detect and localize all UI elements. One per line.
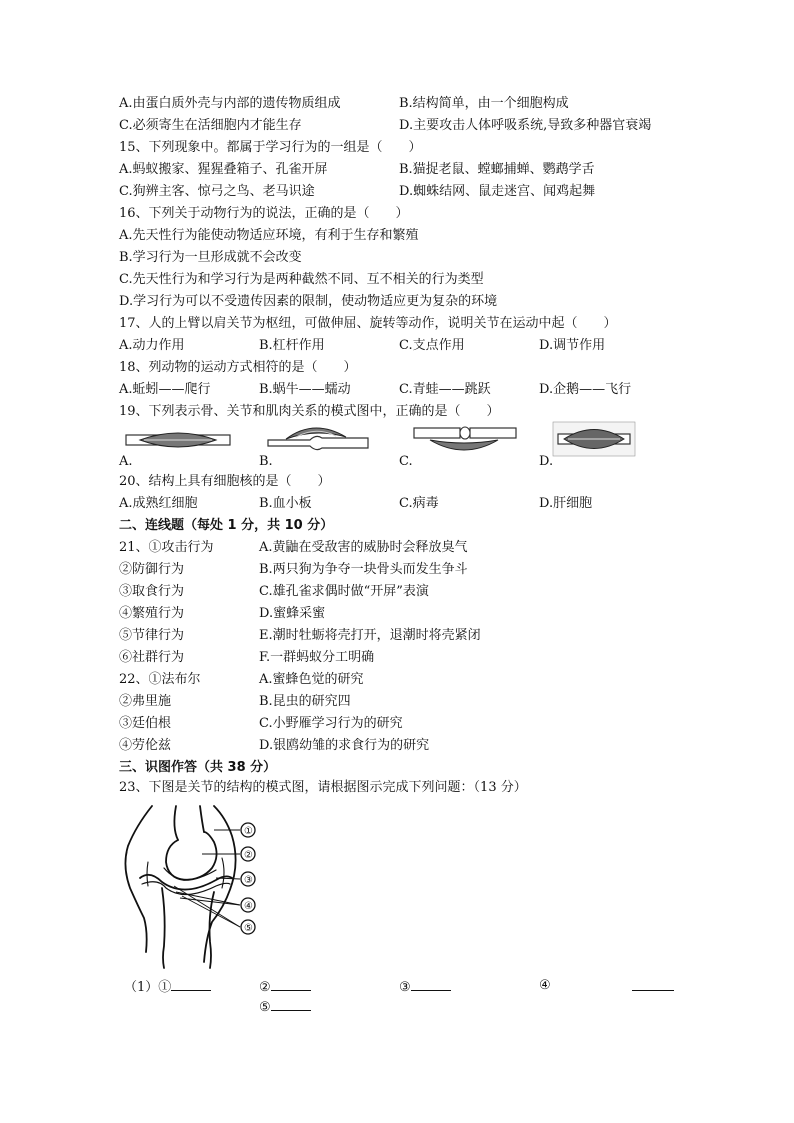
q18-option-b: B.蜗牛——蠕动	[259, 382, 351, 397]
q16-option-b: B.学习行为一旦形成就不会改变	[119, 250, 302, 265]
q21-right-item: A.黄鼬在受敌害的威胁时会释放臭气	[259, 540, 468, 555]
q19-option-b: B.	[259, 454, 273, 469]
q23-answer-5	[259, 998, 311, 1016]
q19-figure-b	[266, 420, 370, 456]
q22-right-item: A.蜜蜂色觉的研究	[259, 672, 364, 687]
q22-left-item: ③廷伯根	[119, 716, 172, 731]
diagram-label: ①	[244, 826, 253, 837]
q14-option-d: D.主要攻击人体呼吸系统,导致多种器官衰竭	[399, 118, 652, 133]
q14-option-c: C.必须寄生在活细胞内才能生存	[119, 118, 302, 133]
q22-right-item: C.小野雁学习行为的研究	[259, 716, 403, 731]
q17-option-a: A.动力作用	[119, 338, 185, 353]
q16-option-c: C.先天性行为和学习行为是两种截然不同、互不相关的行为类型	[119, 272, 484, 287]
q21-left-item: ⑤节律行为	[119, 628, 185, 643]
q22-right-item: B.昆虫的研究四	[259, 694, 351, 709]
joint-structure-diagram	[118, 806, 268, 968]
q17-option-c: C.支点作用	[399, 338, 465, 353]
q20-option-a: A.成熟红细胞	[119, 496, 198, 511]
q15-option-d: D.蜘蛛结网、鼠走迷宫、闻鸡起舞	[399, 184, 596, 199]
q23-stem: 23、下图是关节的结构的模式图，请根据图示完成下列问题：（13 分）	[119, 780, 527, 795]
q20-stem: 20、结构上具有细胞核的是（ ）	[119, 474, 331, 489]
q23-answer-2	[259, 978, 311, 996]
q23-answer-label: ②	[259, 980, 271, 995]
diagram-label: ⑤	[244, 923, 253, 934]
q21-right-item: F.一群蚂蚁分工明确	[259, 650, 375, 665]
q21-right-item: C.雄孔雀求偶时做“开屏”表演	[259, 584, 429, 599]
q14-option-b: B.结构简单，由一个细胞构成	[399, 96, 569, 111]
q22-left-item: ②弗里施	[119, 694, 172, 709]
q23-answer-3	[399, 978, 451, 996]
diagram-label: ③	[244, 875, 253, 886]
q17-option-b: B.杠杆作用	[259, 338, 325, 353]
q21-right-item: D.蜜蜂采蜜	[259, 606, 326, 621]
q23-answer-4	[539, 978, 551, 994]
q18-option-d: D.企鹅——飞行	[539, 382, 632, 397]
q16-option-a: A.先天性行为能使动物适应环境，有利于生存和繁殖	[119, 228, 419, 243]
q17-option-d: D.调节作用	[539, 338, 606, 353]
q19-figure-d	[552, 418, 636, 460]
q21-left-item: ③取食行为	[119, 584, 185, 599]
diagram-label: ④	[244, 901, 253, 912]
q18-option-a: A.蚯蚓——爬行	[119, 382, 211, 397]
q19-stem: 19、下列表示骨、关节和肌肉关系的模式图中，正确的是（ ）	[119, 404, 500, 419]
q17-stem: 17、人的上臂以肩关节为枢纽，可做伸屈、旋转等动作，说明关节在运动中起（ ）	[119, 316, 617, 331]
q23-answer-4-blank	[632, 978, 674, 996]
q23-answer-label: ④	[539, 978, 551, 993]
q19-figure-c	[412, 420, 518, 456]
q19-option-a: A.	[119, 454, 133, 469]
q18-option-c: C.青蛙——跳跃	[399, 382, 491, 397]
q21-right-item: E.潮时牡蛎将壳打开，退潮时将壳紧闭	[259, 628, 481, 643]
q19-figure-a	[124, 424, 232, 458]
q15-option-a: A.蚂蚁搬家、猩猩叠箱子、孔雀开屏	[119, 162, 328, 177]
q16-option-d: D.学习行为可以不受遗传因素的限制，使动物适应更为复杂的环境	[119, 294, 498, 309]
answer-blank[interactable]	[271, 978, 311, 991]
q22-left-item: 22、①法布尔	[119, 672, 201, 687]
q20-option-d: D.肝细胞	[539, 496, 593, 511]
q15-option-b: B.猫捉老鼠、螳螂捕蝉、鹦鹉学舌	[399, 162, 595, 177]
answer-blank[interactable]	[632, 978, 674, 991]
q15-option-c: C.狗辨主客、惊弓之鸟、老马识途	[119, 184, 315, 199]
q23-answer-prefix: （1）①	[124, 980, 172, 995]
q23-answer-label: ⑤	[259, 1000, 271, 1015]
diagram-label: ②	[244, 850, 253, 861]
answer-blank[interactable]	[271, 998, 311, 1011]
q21-left-item: 21、①攻击行为	[119, 540, 214, 555]
q20-option-b: B.血小板	[259, 496, 312, 511]
q21-left-item: ⑥社群行为	[119, 650, 185, 665]
q18-stem: 18、列动物的运动方式相符的是（ ）	[119, 360, 357, 375]
q15-stem: 15、下列现象中。都属于学习行为的一组是（ ）	[119, 140, 422, 155]
q16-stem: 16、下列关于动物行为的说法，正确的是（ ）	[119, 206, 409, 221]
q21-left-item: ④繁殖行为	[119, 606, 185, 621]
q22-left-item: ④劳伦兹	[119, 738, 172, 753]
answer-blank[interactable]	[171, 978, 211, 991]
q20-option-c: C.病毒	[399, 496, 439, 511]
section-2-title: 二、连线题（每处 1 分，共 10 分）	[119, 518, 334, 533]
q23-answer-label: ③	[399, 980, 411, 995]
q23-answer-1	[124, 978, 211, 996]
q22-right-item: D.银鸥幼雏的求食行为的研究	[259, 738, 430, 753]
section-3-title: 三、识图作答（共 38 分）	[119, 760, 277, 775]
q19-option-c: C.	[399, 454, 413, 469]
answer-blank[interactable]	[411, 978, 451, 991]
q21-left-item: ②防御行为	[119, 562, 185, 577]
q19-option-d: D.	[539, 454, 554, 469]
q21-right-item: B.两只狗为争夺一块骨头而发生争斗	[259, 562, 468, 577]
q14-option-a: A.由蛋白质外壳与内部的遗传物质组成	[119, 96, 341, 111]
